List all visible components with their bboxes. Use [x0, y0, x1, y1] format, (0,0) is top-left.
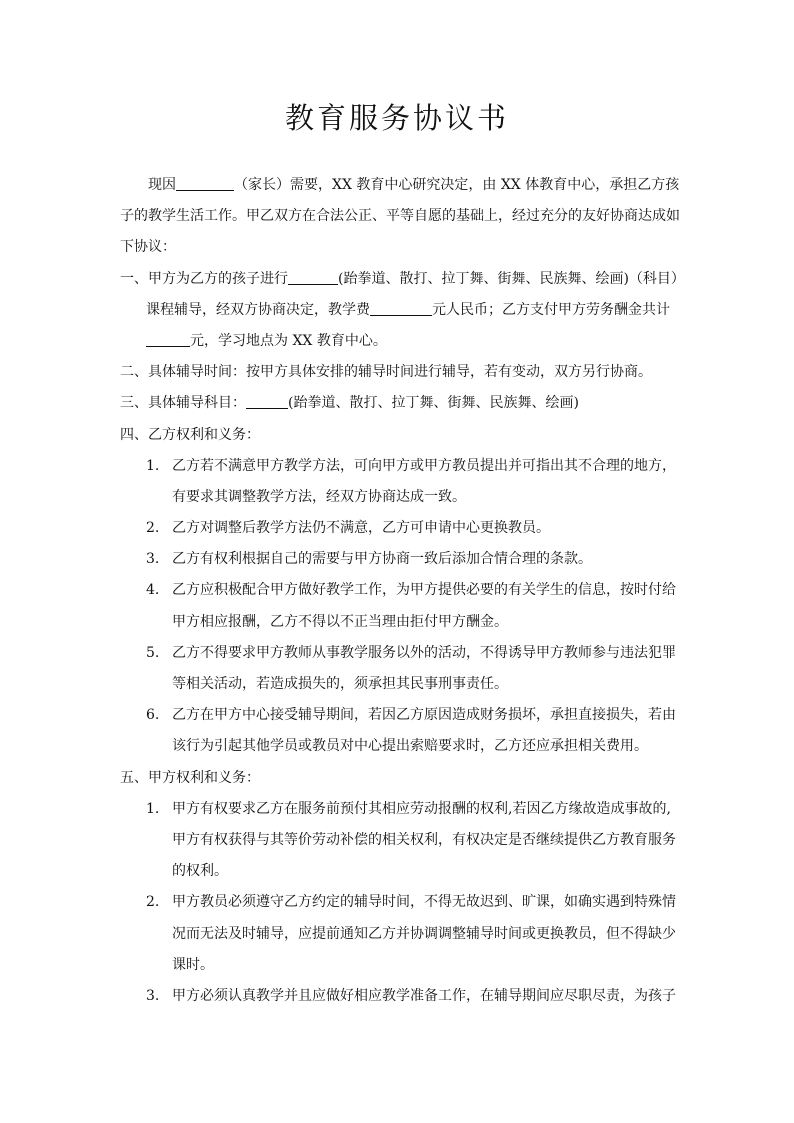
item-number: 4. [146, 582, 160, 599]
list-item-continuation: 该行为引起其他学员或教员对中心提出索赔要求时，乙方还应承担相关费用。 [172, 738, 648, 755]
item-number: 6. [146, 707, 160, 724]
list-item-continuation: 有要求其调整教学方法，经双方协商达成一致。 [172, 488, 466, 505]
clause-1-line-1 [120, 264, 685, 295]
clause-text: (跆拳道、散打、拉丁舞、街舞、民族舞、绘画) [288, 395, 579, 412]
item-number: 5. [146, 644, 160, 661]
item-text: 甲方必须认真教学并且应做好相应教学准备工作，在辅导期间应尽职尽责，为孩子 [172, 987, 676, 1004]
item-text: 乙方对调整后教学方法仍不满意，乙方可申请中心更换教员。 [172, 520, 550, 537]
list-item [120, 981, 680, 1012]
list-item [120, 575, 680, 606]
fee-blank [146, 330, 190, 347]
subject-blank [246, 392, 288, 409]
item-number: 1. [146, 457, 160, 474]
clause-text: 一、甲方为乙方的孩子进行 [120, 270, 288, 287]
intro-text: 现因 [148, 177, 176, 193]
item-number: 3. [146, 551, 160, 568]
clause-text: 元，学习地点为 XX 教育中心。 [190, 332, 387, 349]
intro-line-2: 子的教学生活工作。甲乙双方在合法公正、平等自愿的基础上，经过充分的友好协商达成如 [120, 208, 680, 225]
clause-1-line-2 [120, 295, 680, 326]
clause-5-heading: 五、甲方权利和义务： [120, 769, 260, 786]
item-text: 乙方若不满意甲方教学方法，可向甲方或甲方教员提出并可指出其不合理的地方， [172, 457, 676, 474]
list-item [120, 451, 680, 482]
clause-3 [120, 388, 680, 419]
list-item [120, 887, 680, 918]
list-item-continuation: 课时。 [172, 956, 214, 973]
list-item [120, 794, 680, 825]
item-text: 乙方应积极配合甲方做好教学工作，为甲方提供必要的有关学生的信息，按时付给 [172, 582, 676, 599]
list-item-continuation: 甲方相应报酬，乙方不得以不正当理由拒付甲方酬金。 [172, 613, 508, 630]
list-item-continuation: 甲方有权获得与其等价劳动补偿的相关权利，有权决定是否继续提供乙方教育服务 [172, 831, 676, 848]
item-text: 甲方有权要求乙方在服务前预付其相应劳动报酬的权利,若因乙方缘故造成事故的, [172, 800, 671, 817]
course-blank [288, 268, 338, 285]
clause-text: (跆拳道、散打、拉丁舞、街舞、民族舞、绘画)（科目） [338, 270, 685, 287]
clause-2: 二、具体辅导时间：按甲方具体安排的辅导时间进行辅导，若有变动，双方另行协商。 [120, 364, 652, 381]
document-body [120, 170, 685, 1012]
list-item-continuation: 况而无法及时辅导，应提前通知乙方并协调调整辅导时间或更换教员，但不得缺少 [172, 925, 676, 942]
item-text: 乙方不得要求甲方教师从事教学服务以外的活动，不得诱导甲方教师参与违法犯罪 [172, 644, 676, 661]
clause-text: 三、具体辅导科目： [120, 395, 246, 412]
intro-line-1 [120, 170, 680, 201]
intro-text: （家长）需要，XX 教育中心研究决定，由 XX 体教育中心，承担乙方孩 [234, 177, 680, 193]
list-item-continuation: 的权利。 [172, 863, 228, 880]
item-text: 乙方有权利根据自己的需要与甲方协商一致后添加合情合理的条款。 [172, 551, 592, 568]
list-item-continuation: 等相关活动，若造成损失的，须承担其民事刑事责任。 [172, 676, 508, 692]
clause-text: 课程辅导，经双方协商决定，教学费 [146, 301, 370, 318]
clause-4-heading: 四、乙方权利和义务： [120, 426, 260, 443]
clause-1-line-3 [120, 326, 680, 357]
list-item [120, 700, 680, 731]
intro-line-3: 下协议： [120, 239, 176, 256]
list-item [120, 544, 680, 575]
list-item [120, 638, 680, 669]
clause-text: 元人民币；乙方支付甲方劳务酬金共计 [432, 301, 670, 318]
item-number: 1. [146, 800, 160, 817]
item-number: 2. [146, 520, 160, 537]
item-text: 乙方在甲方中心接受辅导期间，若因乙方原因造成财务损坏，承担直接损失，若由 [172, 707, 676, 724]
item-text: 甲方教员必须遵守乙方约定的辅导时间，不得无故迟到、旷课，如确实遇到特殊情 [172, 894, 676, 911]
tuition-blank [370, 299, 432, 316]
item-number: 3. [146, 987, 160, 1004]
document-title: 教育服务协议书 [284, 101, 509, 135]
parent-name-blank [176, 174, 234, 191]
item-number: 2. [146, 894, 160, 911]
list-item [120, 513, 680, 544]
